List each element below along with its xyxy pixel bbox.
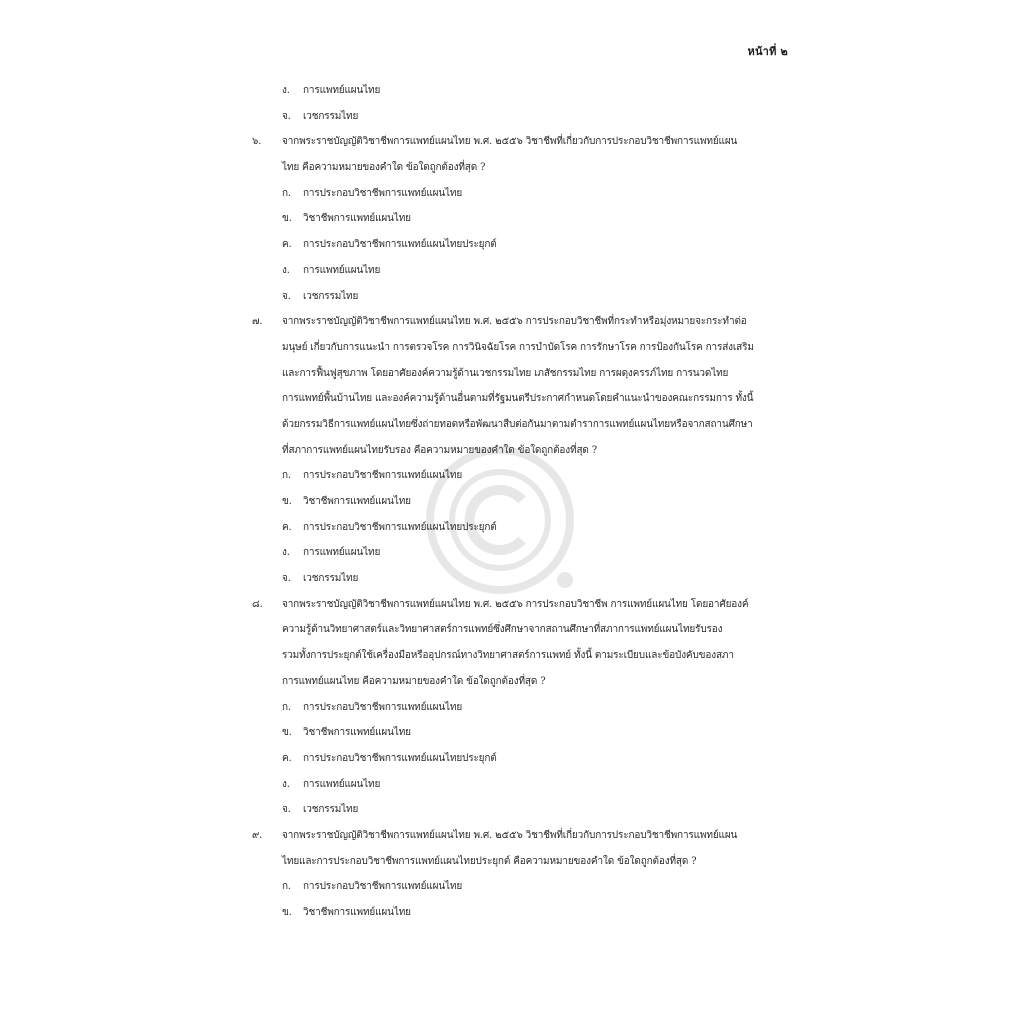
option-text: การประกอบวิชาชีพการแพทย์แผนไทยประยุกต์ bbox=[303, 752, 497, 764]
question-text-line: การแพทย์พื้นบ้านไทย และองค์ความรู้ด้านอื่นตามที่รัฐมนตรีประกาศกำหนดโดยคำแนะนำของคณะกรรมการ ทั้งนี้ bbox=[282, 393, 754, 405]
question-stem bbox=[252, 823, 792, 849]
answer-option bbox=[252, 797, 792, 823]
exam-content bbox=[252, 78, 792, 926]
option-letter: ง. bbox=[282, 264, 290, 276]
answer-option bbox=[252, 258, 792, 284]
option-letter: จ. bbox=[282, 573, 291, 585]
question-stem bbox=[252, 592, 792, 618]
question-text-line: รวมทั้งการประยุกต์ใช้เครื่องมือหรืออุปกรณ์ทางวิทยาศาสตร์การแพทย์ ทั้งนี้ ตามระเบียบและข้อบังคับของสภา bbox=[282, 650, 734, 662]
option-text: การแพทย์แผนไทย bbox=[303, 85, 381, 96]
answer-option bbox=[252, 463, 792, 489]
question-text-line: การแพทย์แผนไทย คือความหมายของคำใด ข้อใดถูกต้องที่สุด ? bbox=[282, 675, 546, 687]
question-number: ๙. bbox=[252, 829, 263, 841]
option-text: การประกอบวิชาชีพการแพทย์แผนไทยประยุกต์ bbox=[303, 239, 497, 251]
option-text: เวชกรรมไทย bbox=[303, 573, 359, 585]
option-letter: ก. bbox=[282, 701, 291, 713]
option-letter: ข. bbox=[282, 727, 292, 739]
option-text: วิชาชีพการแพทย์แผนไทย bbox=[303, 727, 411, 739]
question-number: ๘. bbox=[252, 598, 263, 610]
option-letter: จ. bbox=[282, 290, 291, 302]
option-letter: ง. bbox=[282, 547, 290, 559]
option-text: การประกอบวิชาชีพการแพทย์แผนไทยประยุกต์ bbox=[303, 521, 497, 533]
question-text-line: ด้วยกรรมวิธีการแพทย์แผนไทยซึ่งถ่ายทอดหรือพัฒนาสืบต่อกันมาตามตำราการแพทย์แผนไทยหรือจากสถานศึกษา bbox=[282, 418, 753, 430]
option-letter: จ. bbox=[282, 804, 291, 816]
option-text: การประกอบวิชาชีพการแพทย์แผนไทย bbox=[303, 881, 463, 893]
answer-option bbox=[252, 772, 792, 798]
answer-option bbox=[252, 746, 792, 772]
answer-option bbox=[252, 540, 792, 566]
option-text: เวชกรรมไทย bbox=[303, 110, 359, 122]
option-text: เวชกรรมไทย bbox=[303, 804, 359, 816]
answer-option bbox=[252, 489, 792, 515]
option-text: การประกอบวิชาชีพการแพทย์แผนไทย bbox=[303, 701, 463, 713]
option-text: การแพทย์แผนไทย bbox=[303, 778, 381, 790]
question-text-line: มนุษย์ เกี่ยวกับการแนะนำ การตรวจโรค การวินิจฉัยโรค การบำบัดโรค การรักษาโรค การป้องกันโรค การส่งเสริม bbox=[282, 341, 754, 353]
answer-option bbox=[252, 206, 792, 232]
answer-option bbox=[252, 104, 792, 130]
option-letter: ก. bbox=[282, 187, 291, 199]
option-letter: ค. bbox=[282, 752, 292, 764]
question-text-line: จากพระราชบัญญัติวิชาชีพการแพทย์แผนไทย พ.ศ. ๒๕๕๖ การประกอบวิชาชีพที่กระทำหรือมุ่งหมายจะกระทำต่อ bbox=[282, 316, 747, 328]
option-text: วิชาชีพการแพทย์แผนไทย bbox=[303, 907, 411, 918]
option-letter: ข. bbox=[282, 496, 292, 507]
option-letter: ค. bbox=[282, 239, 292, 251]
question-text-line: จากพระราชบัญญัติวิชาชีพการแพทย์แผนไทย พ.ศ. ๒๕๕๖ วิชาชีพที่เกี่ยวกับการประกอบวิชาชีพการแพทย์แผน bbox=[282, 829, 738, 841]
option-text: วิชาชีพการแพทย์แผนไทย bbox=[303, 496, 411, 507]
question-number: ๖. bbox=[252, 136, 262, 148]
option-text: การแพทย์แผนไทย bbox=[303, 547, 381, 559]
answer-option bbox=[252, 284, 792, 310]
question-text-line: จากพระราชบัญญัติวิชาชีพการแพทย์แผนไทย พ.ศ. ๒๕๕๖ วิชาชีพที่เกี่ยวกับการประกอบวิชาชีพการแพทย์แผน bbox=[282, 136, 738, 148]
option-letter: ง. bbox=[282, 85, 290, 96]
answer-option bbox=[252, 900, 792, 926]
option-letter: ก. bbox=[282, 881, 291, 893]
question-number: ๗. bbox=[252, 316, 263, 328]
option-letter: ก. bbox=[282, 470, 291, 482]
answer-option bbox=[252, 566, 792, 592]
question-stem bbox=[252, 309, 792, 335]
question-text-line: ความรู้ด้านวิทยาศาสตร์และวิทยาศาสตร์การแพทย์ซึ่งศึกษาจากสถานศึกษาที่สภาการแพทย์แผนไทยรับรอง bbox=[282, 624, 723, 636]
option-text: เวชกรรมไทย bbox=[303, 290, 359, 302]
question-text-line: ที่สภาการแพทย์แผนไทยรับรอง คือความหมายของคำใด ข้อใดถูกต้องที่สุด ? bbox=[282, 444, 598, 456]
option-text: การประกอบวิชาชีพการแพทย์แผนไทย bbox=[303, 470, 463, 482]
answer-option bbox=[252, 181, 792, 207]
answer-option bbox=[252, 78, 792, 104]
answer-option bbox=[252, 232, 792, 258]
option-letter: จ. bbox=[282, 110, 291, 122]
option-text: วิชาชีพการแพทย์แผนไทย bbox=[303, 213, 411, 225]
question-text-line: และการฟื้นฟูสุขภาพ โดยอาศัยองค์ความรู้ด้านเวชกรรมไทย เภสัชกรรมไทย การผดุงครรภ์ไทย การนวดไทย bbox=[282, 367, 729, 379]
question-text-line: ไทย คือความหมายของคำใด ข้อใดถูกต้องที่สุด ? bbox=[282, 162, 486, 174]
answer-option bbox=[252, 695, 792, 721]
option-letter: ค. bbox=[282, 521, 292, 533]
question-text-line: จากพระราชบัญญัติวิชาชีพการแพทย์แผนไทย พ.ศ. ๒๕๕๖ การประกอบวิชาชีพ การแพทย์แผนไทย โดยอาศัยองค์ bbox=[282, 598, 749, 610]
option-letter: ง. bbox=[282, 778, 290, 790]
option-letter: ข. bbox=[282, 213, 292, 225]
question-stem bbox=[252, 129, 792, 155]
option-letter: ข. bbox=[282, 907, 292, 918]
option-text: การแพทย์แผนไทย bbox=[303, 264, 381, 276]
question-text-line: ไทยและการประกอบวิชาชีพการแพทย์แผนไทยประยุกต์ คือความหมายของคำใด ข้อใดถูกต้องที่สุด ? bbox=[282, 855, 697, 867]
answer-option bbox=[252, 720, 792, 746]
option-text: การประกอบวิชาชีพการแพทย์แผนไทย bbox=[303, 187, 463, 199]
page-number: หน้าที่ ๒ bbox=[747, 45, 788, 58]
answer-option bbox=[252, 874, 792, 900]
answer-option bbox=[252, 515, 792, 541]
